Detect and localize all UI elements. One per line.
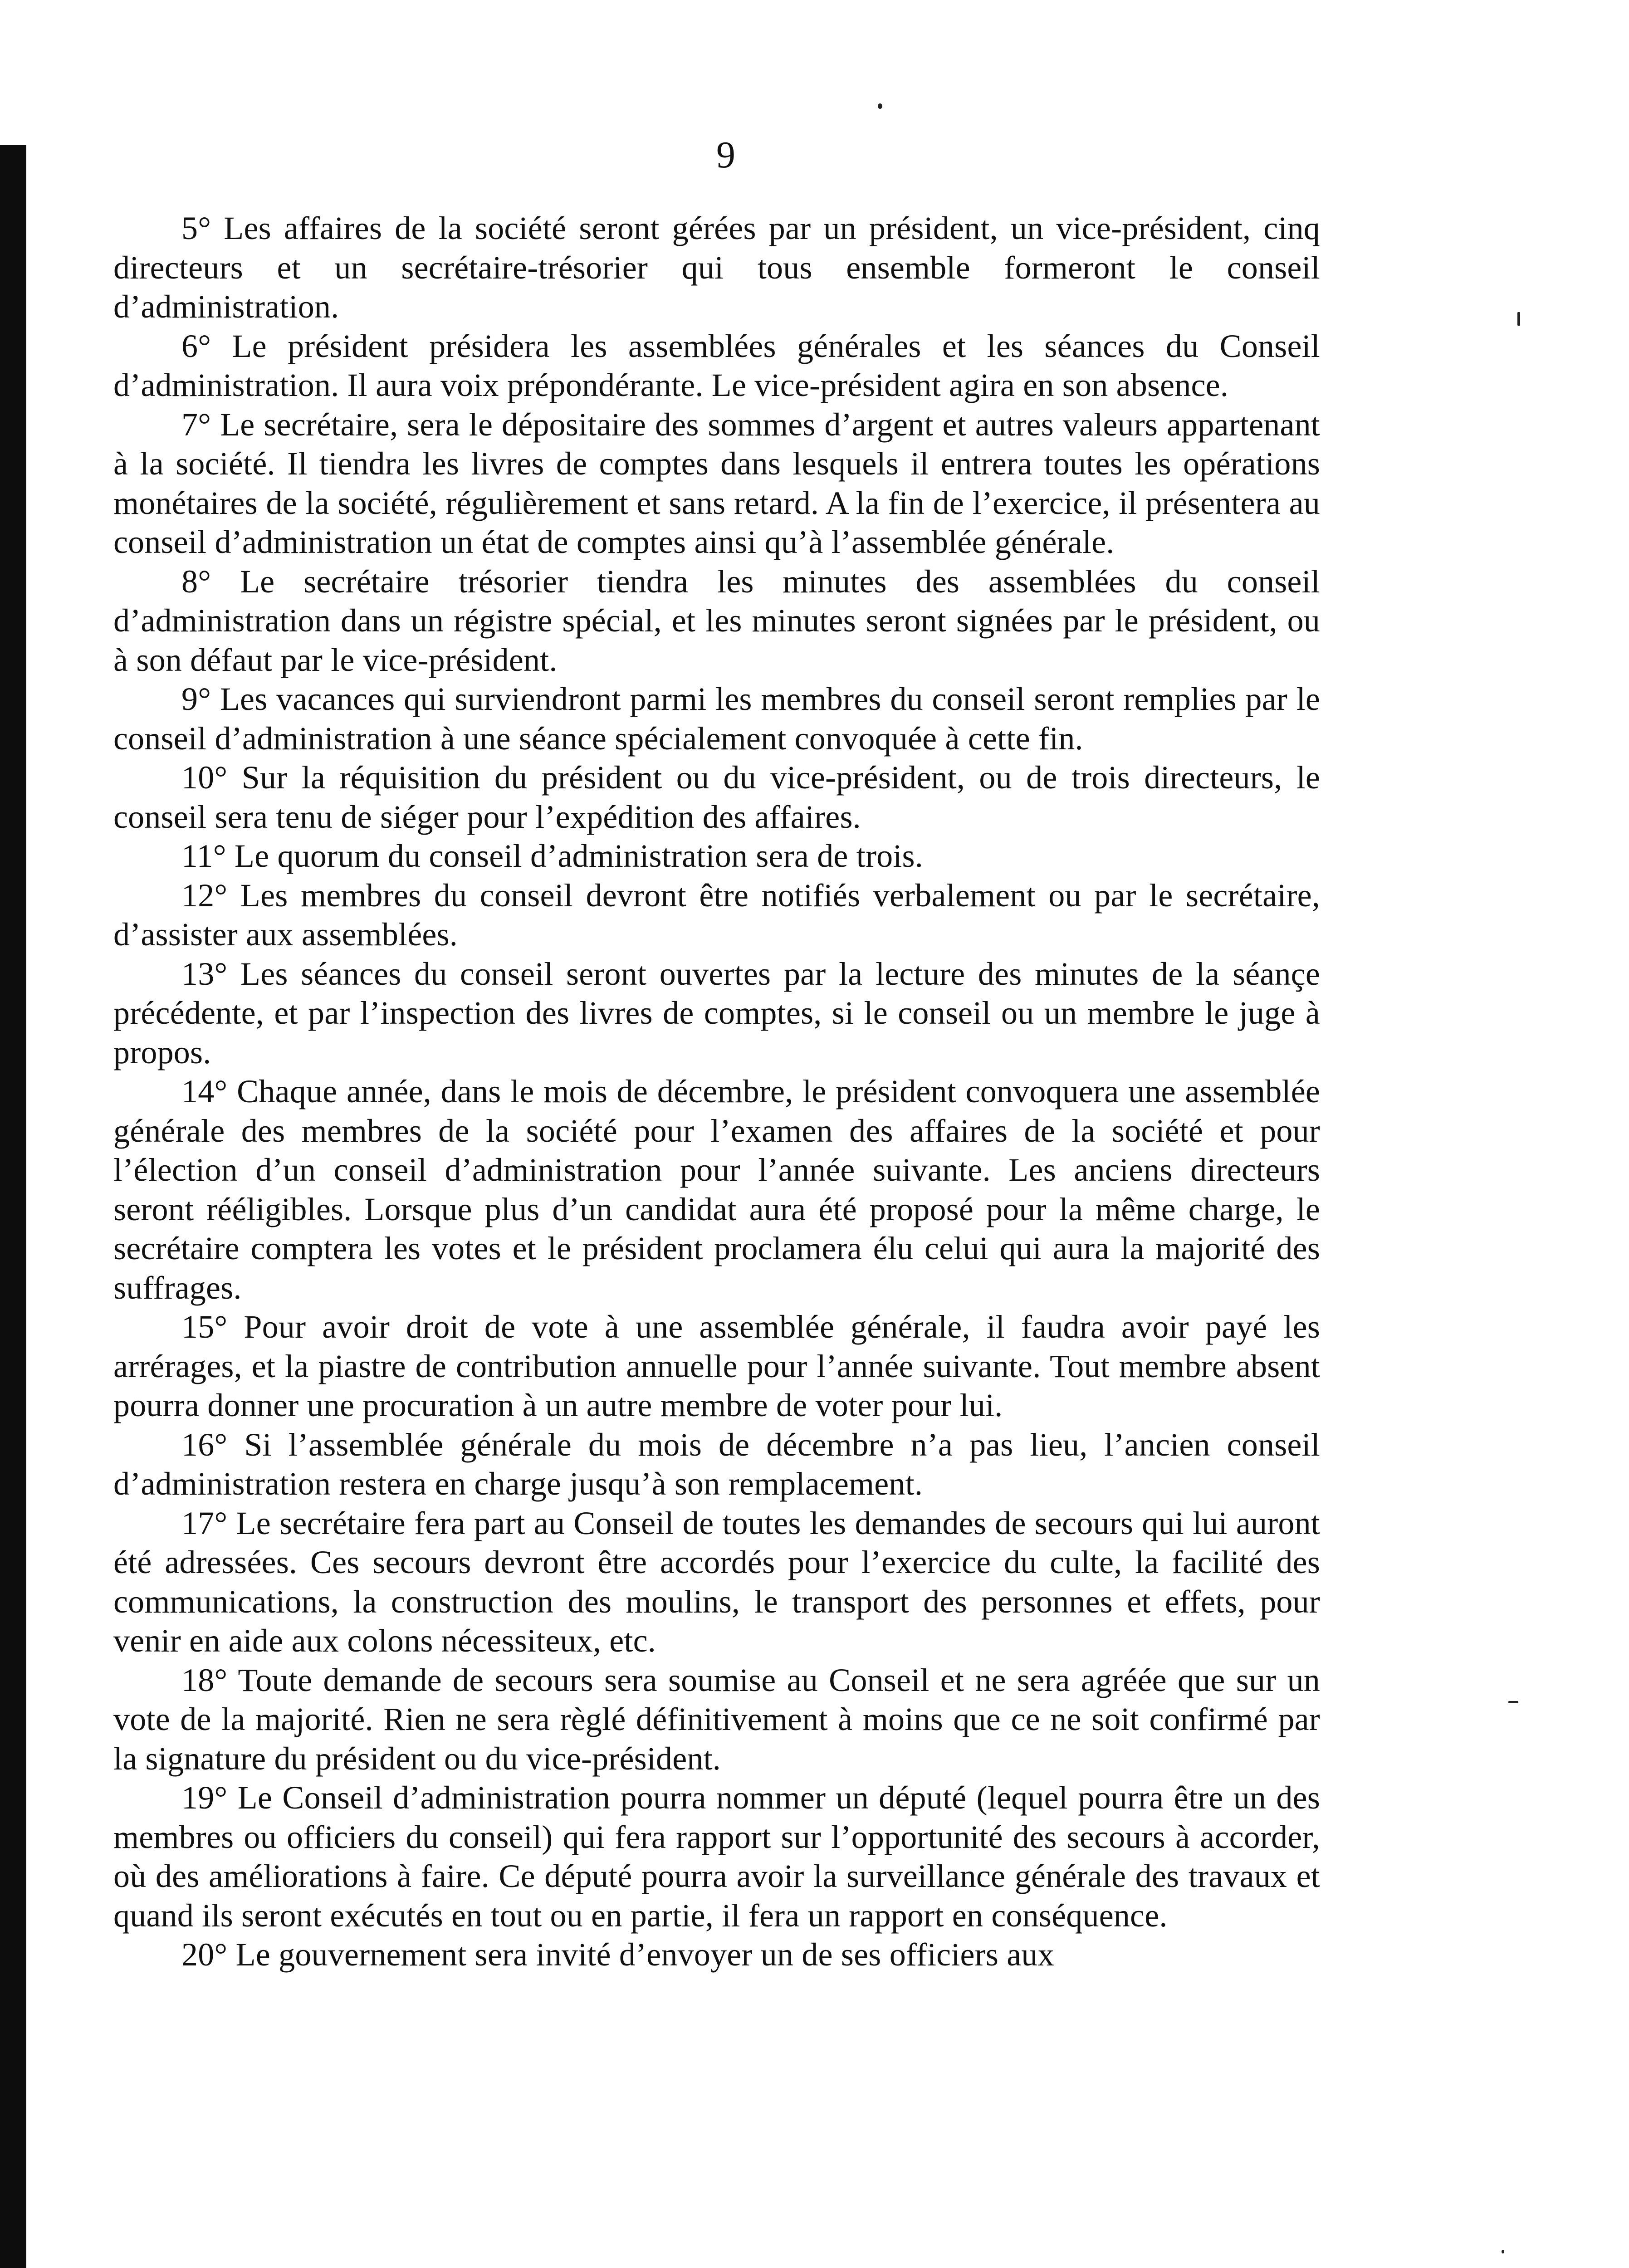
article-number: 11°	[181, 838, 226, 874]
article-18	[113, 1661, 1320, 1779]
article-number: 6°	[181, 327, 211, 364]
scan-speck	[1508, 1701, 1518, 1703]
article-number: 17°	[181, 1505, 228, 1541]
article-number: 13°	[181, 955, 228, 992]
article-9	[113, 679, 1320, 758]
article-number: 5°	[181, 210, 211, 246]
article-text: Les séances du conseil seront ouvertes par la lecture des minutes de la séançe précédente, et par l’inspection des livres de comptes, si le conseil ou un membre le juge à propos.	[113, 955, 1320, 1070]
article-number: 8°	[181, 563, 211, 600]
article-number: 19°	[181, 1779, 228, 1816]
article-15	[113, 1307, 1320, 1425]
article-text: Sur la réquisition du président ou du vice-président, ou de trois directeurs, le conseil sera tenu de siéger pour l’expédition des affaires.	[113, 759, 1321, 835]
article-number: 9°	[181, 681, 211, 717]
article-text: Le secrétaire, sera le dépositaire des sommes d’argent et autres valeurs appartenant à la société. Il tiendra les livres de comptes dans lesquels il entrera toutes les opérations monétaires de la société, régulièrement et sans retard. A la fin de l’exercice, il présentera au conseil d’administration un état de comptes ainsi qu’à l’assemblée générale.	[113, 406, 1321, 560]
scan-speck	[1502, 2250, 1504, 2253]
article-text: Le quorum du conseil d’administration sera de trois.	[234, 838, 923, 874]
article-text: Le secrétaire fera part au Conseil de toutes les demandes de secours qui lui auront été adressées. Ces secours devront être accordés pour l’exercice du culte, la facilité des communications, la construction des moulins, le transport des personnes et effets, pour venir en aide aux colons nécessiteux, etc.	[113, 1505, 1320, 1659]
article-text: Si l’assemblée générale du mois de décembre n’a pas lieu, l’ancien conseil d’administration restera en charge jusqu’à son remplacement.	[113, 1426, 1320, 1502]
article-number: 15°	[181, 1309, 228, 1345]
article-text: Le gouvernement sera invité d’envoyer un de ses officiers aux	[235, 1936, 1054, 1973]
article-text: Les affaires de la société seront gérées par un président, un vice-président, cinq directeurs et un secrétaire-trésorier qui tous ensemble formeront le conseil d’administration.	[113, 210, 1321, 325]
article-number: 7°	[181, 406, 211, 443]
document-body	[113, 209, 1320, 1975]
article-text: Chaque année, dans le mois de décembre, le président convoquera une assemblée générale des membres de la société pour l’examen des affaires de la société et pour l’élection d’un conseil d’administration pour l’année suivante. Les anciens directeurs seront rééligibles. Lorsque plus d’un candidat aura été proposé pour la même charge, le secrétaire comptera les votes et le président proclamera élu celui qui aura la majorité des suffrages.	[113, 1073, 1321, 1306]
article-5	[113, 209, 1320, 327]
article-number: 20°	[181, 1936, 228, 1973]
article-text: Toute demande de secours sera soumise au Conseil et ne sera agréée que sur un vote de la majorité. Rien ne sera règlé définitivement à moins que ce ne soit confirmé par la signature du président ou du vice-président.	[113, 1662, 1320, 1777]
article-19	[113, 1778, 1320, 1935]
article-text: Le secrétaire trésorier tiendra les minutes des assemblées du conseil d’administration dans un régistre spécial, et les minutes seront signées par le président, ou à son défaut par le vice-président.	[113, 563, 1321, 678]
article-number: 14°	[181, 1073, 228, 1110]
article-text: Le Conseil d’administration pourra nommer un député (lequel pourra être un des membres ou officiers du conseil) qui fera rapport sur l’opportunité des secours à accorder, où des améliorations à faire. Ce député pourra avoir la surveillance générale des travaux et quand ils seront exécutés en tout ou en partie, il fera un rapport en conséquence.	[113, 1779, 1320, 1934]
article-text: Les vacances qui surviendront parmi les membres du conseil seront remplies par le conseil d’administration à une séance spécialement convoquée à cette fin.	[113, 681, 1320, 757]
article-number: 10°	[181, 759, 228, 796]
scan-speck	[1517, 312, 1520, 326]
article-11	[113, 836, 1320, 876]
article-13	[113, 954, 1320, 1072]
article-number: 18°	[181, 1662, 228, 1698]
article-8	[113, 562, 1320, 680]
article-12	[113, 876, 1320, 954]
article-number: 12°	[181, 877, 228, 914]
article-14	[113, 1072, 1320, 1307]
scan-speck	[878, 103, 882, 109]
article-number: 16°	[181, 1426, 228, 1463]
article-20	[113, 1935, 1320, 1975]
article-6	[113, 327, 1320, 405]
article-17	[113, 1504, 1320, 1661]
article-7	[113, 405, 1320, 562]
article-16	[113, 1425, 1320, 1504]
binding-edge	[0, 145, 26, 2268]
page-number: 9	[716, 134, 735, 176]
article-10	[113, 758, 1320, 836]
article-text: Les membres du conseil devront être notifiés verbalement ou par le secrétaire, d’assister aux assemblées.	[113, 877, 1320, 953]
article-text: Le président présidera les assemblées générales et les séances du Conseil d’administration. Il aura voix prépondérante. Le vice-président agira en son absence.	[113, 327, 1321, 403]
article-text: Pour avoir droit de vote à une assemblée générale, il faudra avoir payé les arrérages, et la piastre de contribution annuelle pour l’année suivante. Tout membre absent pourra donner une procuration à un autre membre de voter pour lui.	[113, 1309, 1320, 1423]
